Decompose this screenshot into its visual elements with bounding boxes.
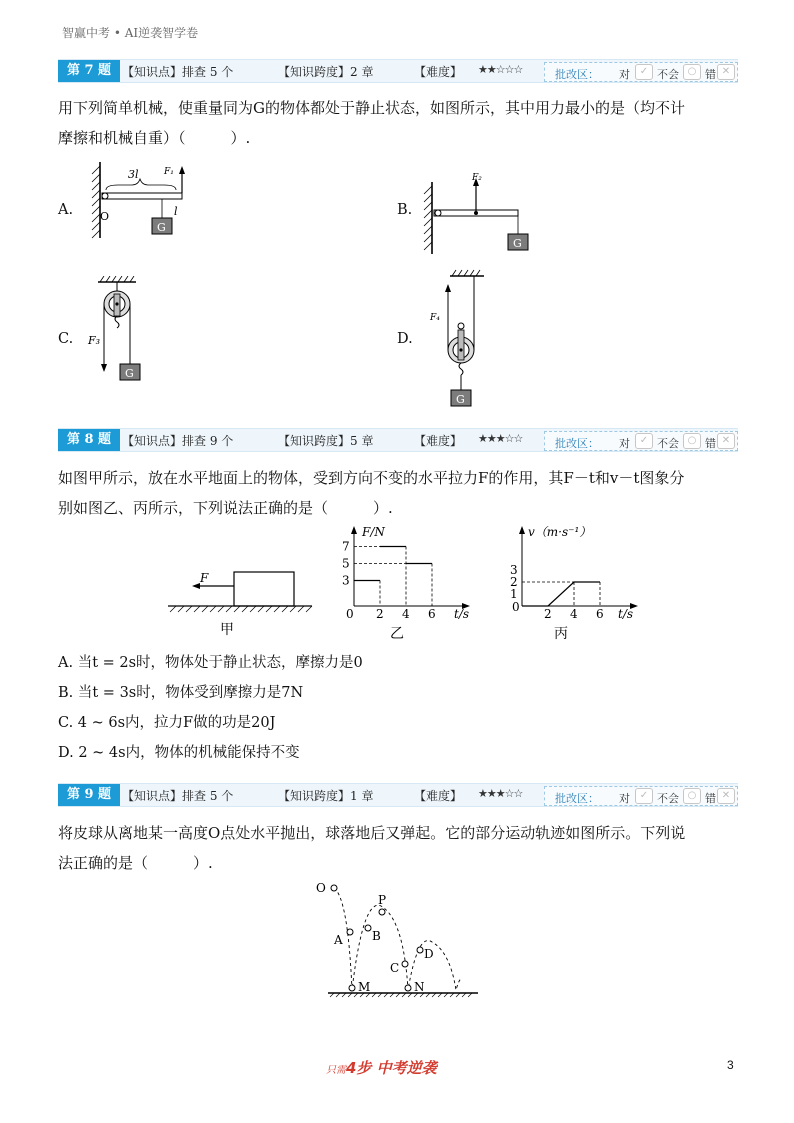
review-wrong-checkbox[interactable]: ✕: [717, 788, 735, 804]
fig8-vt-origin: 0: [512, 600, 520, 614]
fig8-ft-xtick: 4: [402, 607, 410, 621]
review-right-checkbox[interactable]: ✓: [635, 433, 653, 449]
fig8-vt-ytick: 3: [510, 563, 518, 577]
review-dontknow-checkbox[interactable]: ○: [683, 788, 701, 804]
question-8-difficulty-label: 【难度】: [414, 434, 463, 448]
review-right-label: 对: [619, 792, 630, 805]
footer-logo: [326, 1057, 437, 1078]
question-8-number: 第 8 题: [58, 429, 120, 451]
q7-option-a-label[interactable]: A.: [58, 202, 74, 218]
review-right-checkbox[interactable]: ✓: [635, 788, 653, 804]
fig8-ft-origin: 0: [346, 607, 354, 621]
footer-logo-main: 4步 中考逆袭: [346, 1059, 437, 1077]
fig8-ft-xtick: 6: [428, 607, 436, 621]
question-7-bar: [58, 59, 738, 83]
fig8-jia-caption: 甲: [220, 622, 234, 638]
fig9-label-n: N: [414, 980, 425, 994]
question-9-number: 第 9 题: [58, 784, 120, 806]
review-label: 批改区：: [555, 68, 599, 81]
fig8-bing-caption: 丙: [554, 626, 568, 642]
question-9-stars: ★★★☆☆: [478, 787, 523, 800]
question-8-review-area: [544, 431, 738, 451]
fig8-bing-vt-chart: [496, 522, 644, 642]
question-7-stem-line1: 用下列简单机械，使重量同为G的物体都处于静止状态，如图所示，其中用力最小的是（均不计: [58, 99, 685, 117]
fig7d-weight-label: G: [456, 393, 465, 406]
fig8-vt-xtick: 4: [570, 607, 578, 621]
review-dontknow-label: 不会: [657, 437, 679, 450]
review-right-label: 对: [619, 437, 630, 450]
review-label: 批改区：: [555, 437, 599, 450]
question-8-stem-line1: 如图甲所示，放在水平地面上的物体，受到方向不变的水平拉力F的作用，其F－t和v－t图象分: [58, 469, 685, 487]
fig7a-pivot-label: O: [100, 210, 110, 223]
question-9-stem-line1: 将皮球从离地某一高度O点处水平抛出，球落地后又弹起。它的部分运动轨迹如图所示。下列说: [58, 824, 686, 842]
q8-option-d[interactable]: D. 2 ~ 4s内，物体的机械能保持不变: [58, 745, 300, 761]
fig7b-force-label: F₂: [472, 173, 482, 183]
fig9-label-m: M: [358, 980, 371, 994]
fig8-vt-ytick: 2: [510, 575, 518, 589]
fig7c-pulley: [84, 276, 154, 384]
fig8-vt-ytick: 1: [510, 587, 518, 601]
fig7d-pulley: [428, 268, 498, 410]
fig8-ft-xtick: 2: [376, 607, 384, 621]
fig7a-length-label: 3l: [128, 168, 139, 181]
fig8-ft-ylabel: F/N: [362, 525, 385, 539]
question-8-knowledge: 【知识点】排查 9 个: [122, 434, 234, 448]
fig8-yi-caption: 乙: [390, 626, 404, 642]
fig9-label-c: C: [390, 961, 400, 975]
page-header-title: 智赢中考 • AI逆袭智学卷: [62, 26, 199, 40]
q7-option-d-label[interactable]: D.: [397, 331, 413, 347]
fig8-vt-xtick: 6: [596, 607, 604, 621]
fig7a-weight-label: G: [157, 221, 166, 234]
fig8-yi-ft-chart: [328, 522, 476, 642]
fig8-ft-ytick: 3: [342, 573, 350, 588]
question-7-knowledge: 【知识点】排查 5 个: [122, 65, 234, 79]
question-7-stem-line2: 摩擦和机械自重）（ ）.: [58, 129, 251, 147]
question-8-span: 【知识跨度】5 章: [278, 434, 374, 448]
review-right-checkbox[interactable]: ✓: [635, 64, 653, 80]
review-dontknow-label: 不会: [657, 792, 679, 805]
q8-option-a[interactable]: A. 当t = 2s时，物体处于静止状态，摩擦力是0: [58, 655, 363, 671]
question-9-knowledge: 【知识点】排查 5 个: [122, 789, 234, 803]
fig7a-short-length-label: l: [174, 205, 178, 218]
question-9-stem-line2: 法正确的是（ ）.: [58, 854, 213, 872]
fig7a-force-label: F₁: [164, 167, 174, 177]
review-wrong-checkbox[interactable]: ✕: [717, 64, 735, 80]
fig7b-weight-label: G: [513, 237, 522, 250]
review-wrong-label: 错: [705, 792, 716, 805]
fig8-jia-block: [162, 560, 318, 640]
fig8-vt-xtick: 2: [544, 607, 552, 621]
fig9-label-p: P: [378, 893, 387, 907]
fig8-ft-xlabel: t/s: [454, 607, 470, 621]
question-9-span: 【知识跨度】1 章: [278, 789, 374, 803]
question-9-review-area: [544, 786, 738, 806]
fig8-ft-ytick: 5: [342, 556, 350, 571]
fig9-trajectory: [312, 876, 484, 1000]
question-7-number: 第 7 题: [58, 60, 120, 82]
question-9-bar: [58, 783, 738, 807]
footer-logo-small: 只需: [326, 1065, 346, 1076]
review-dontknow-label: 不会: [657, 68, 679, 81]
fig8-vt-xlabel: t/s: [618, 607, 634, 621]
fig7d-force-label: F₄: [430, 313, 440, 323]
q8-option-c[interactable]: C. 4 ~ 6s内，拉力F做的功是20J: [58, 715, 276, 731]
fig9-label-a: A: [334, 933, 343, 947]
question-7-review-area: [544, 62, 738, 82]
fig7b-lever: [420, 168, 535, 258]
question-9-difficulty-label: 【难度】: [414, 789, 463, 803]
review-dontknow-checkbox[interactable]: ○: [683, 433, 701, 449]
question-7-span: 【知识跨度】2 章: [278, 65, 374, 79]
review-wrong-label: 错: [705, 437, 716, 450]
question-8-stem-line2: 别如图乙、丙所示，下列说法正确的是（ ）.: [58, 499, 393, 517]
page-number: 3: [727, 1058, 734, 1072]
fig8-vt-line: [522, 582, 600, 606]
fig7a-lever: [88, 160, 198, 242]
fig8-force-label: F: [200, 571, 209, 585]
fig9-label-o: O: [316, 881, 326, 895]
review-wrong-label: 错: [705, 68, 716, 81]
fig8-vt-ylabel: v（m·s⁻¹）: [528, 525, 592, 539]
fig7c-force-label: F₃: [88, 334, 101, 347]
fig7c-weight-label: G: [125, 367, 134, 380]
review-label: 批改区：: [555, 792, 599, 805]
question-8-stars: ★★★☆☆: [478, 432, 523, 445]
review-wrong-checkbox[interactable]: ✕: [717, 433, 735, 449]
question-7-stars: ★★☆☆☆: [478, 63, 523, 76]
review-right-label: 对: [619, 68, 630, 81]
fig9-label-b: B: [372, 929, 381, 943]
review-dontknow-checkbox[interactable]: ○: [683, 64, 701, 80]
question-8-bar: [58, 428, 738, 452]
q8-option-b[interactable]: B. 当t = 3s时，物体受到摩擦力是7N: [58, 685, 304, 701]
fig8-ft-ytick: 7: [342, 539, 350, 554]
fig9-label-d: D: [424, 947, 434, 961]
q7-option-b-label[interactable]: B.: [397, 202, 413, 218]
question-7-difficulty-label: 【难度】: [414, 65, 463, 79]
q7-option-c-label[interactable]: C.: [58, 331, 74, 347]
